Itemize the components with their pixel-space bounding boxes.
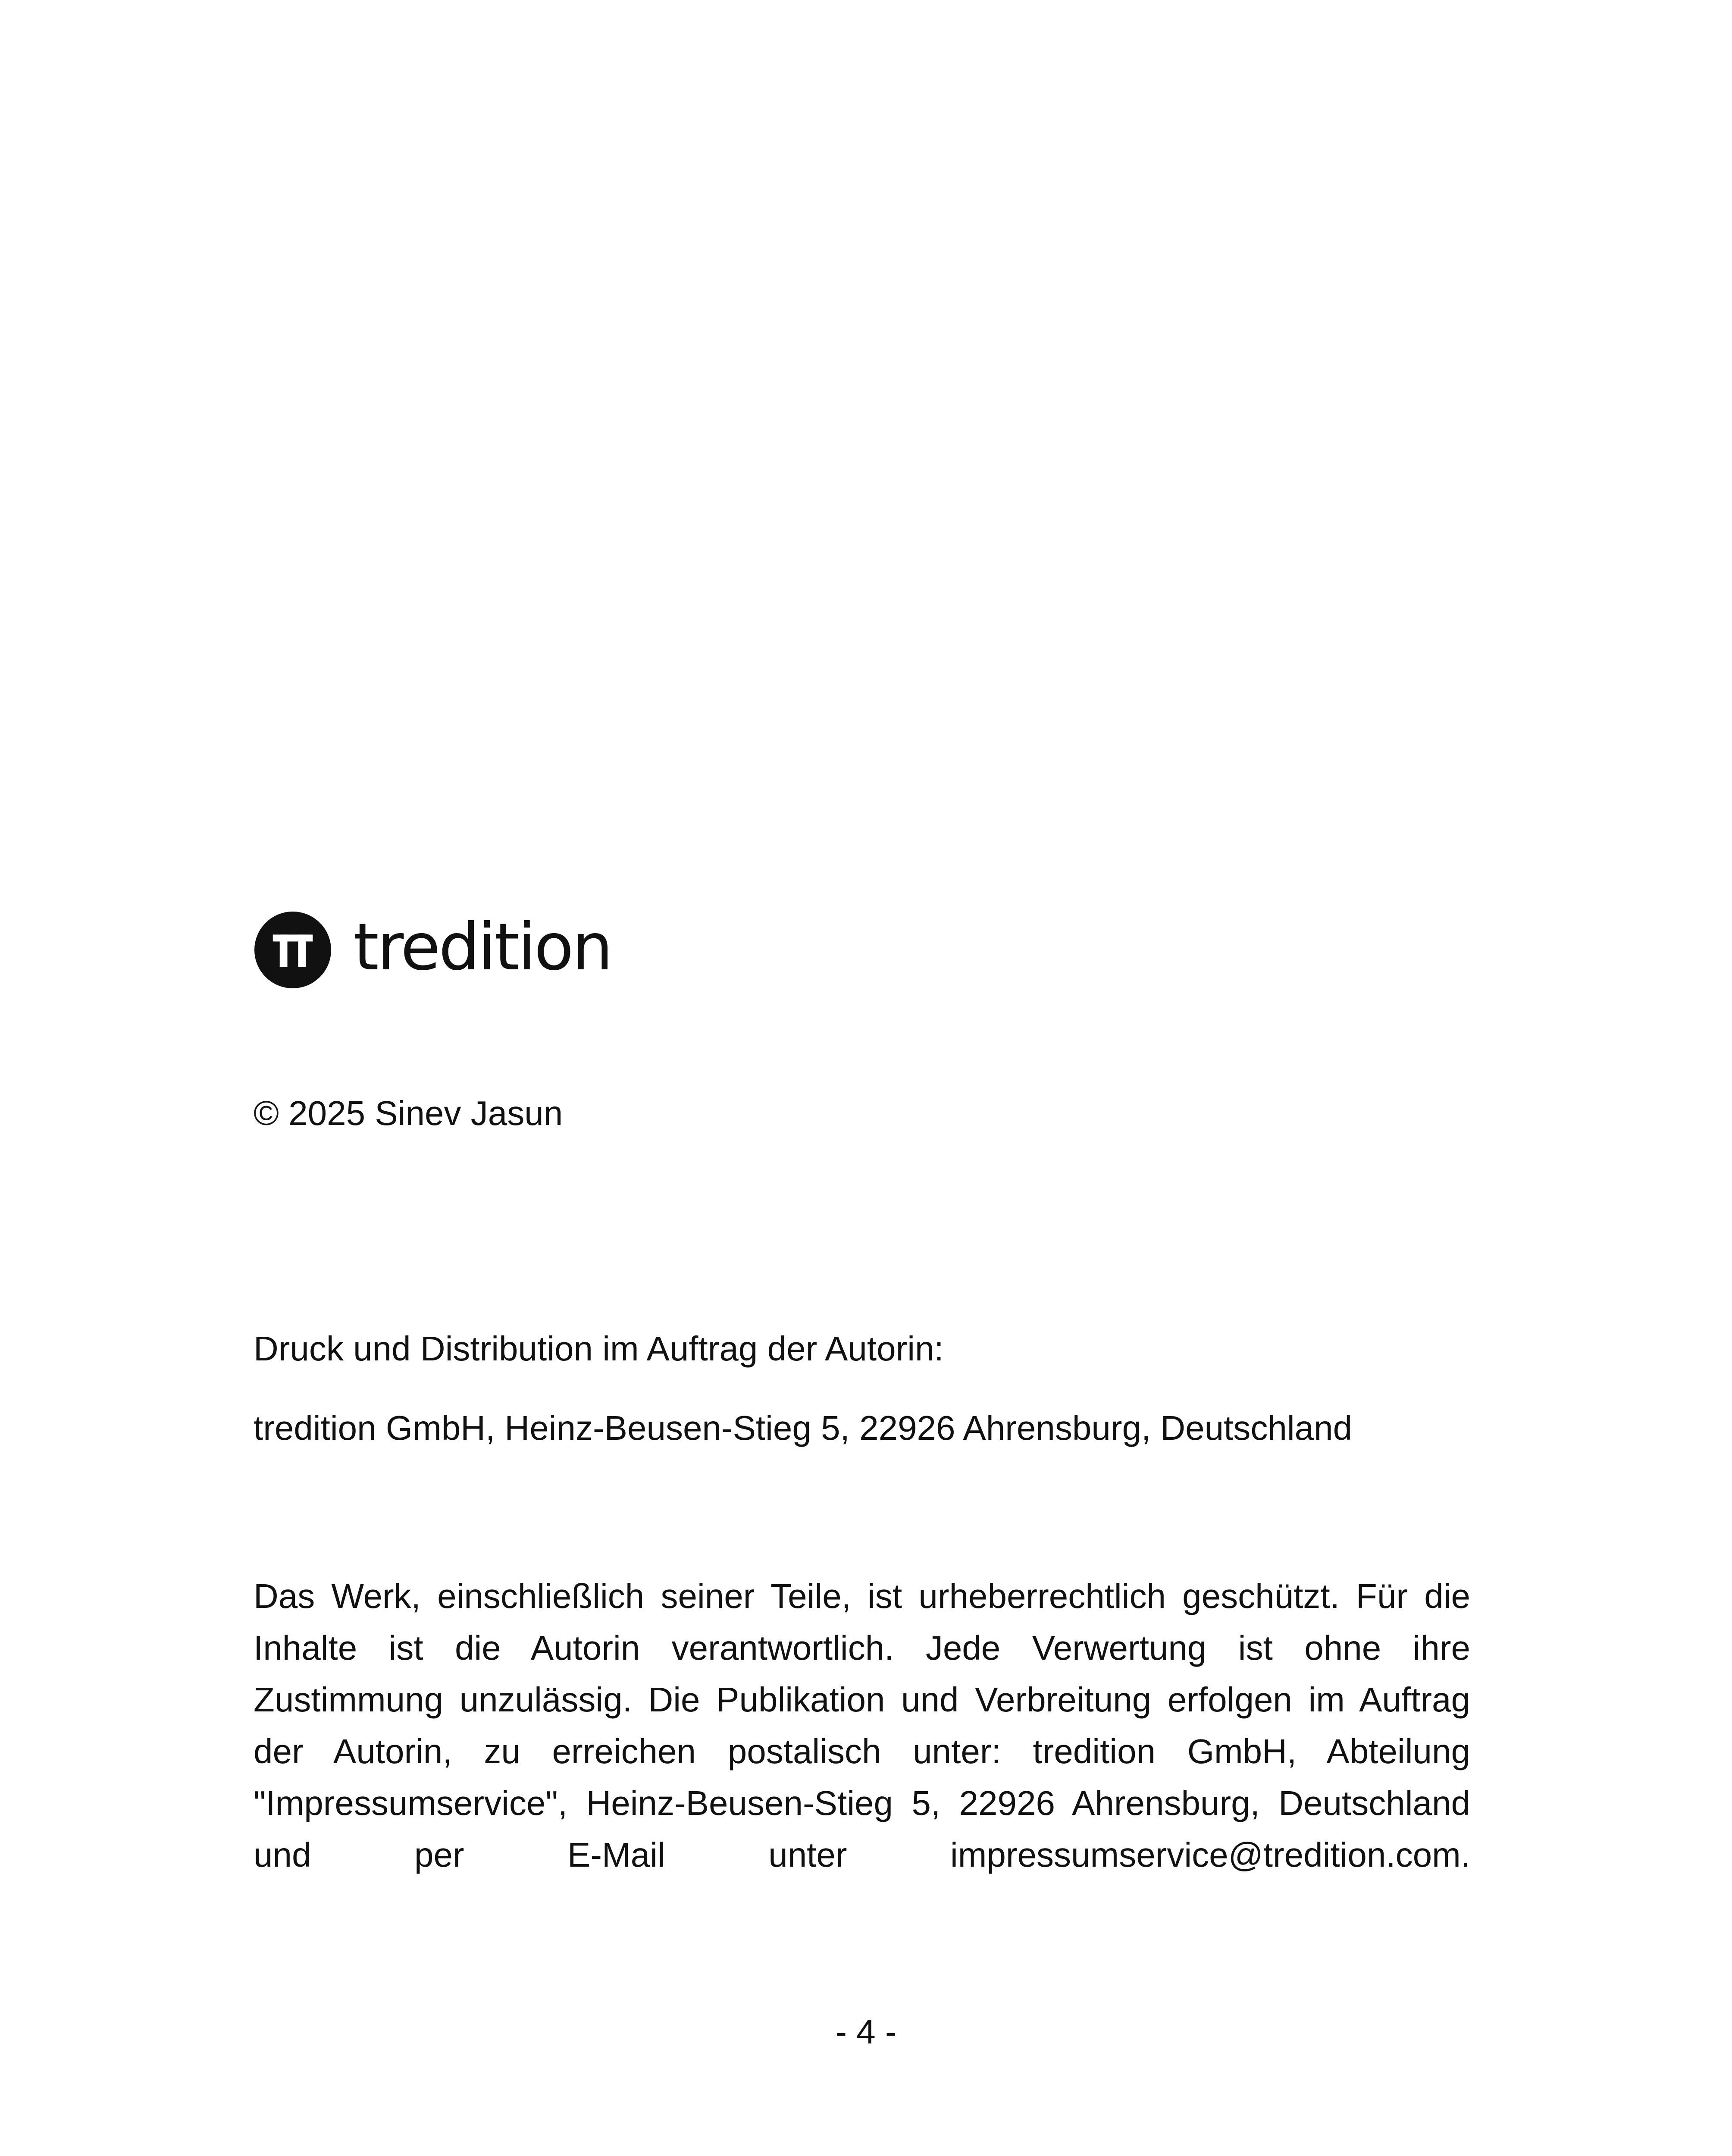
tredition-logo-icon bbox=[254, 912, 331, 988]
logo-wordmark: tredition bbox=[354, 909, 611, 985]
copyright-line: © 2025 Sinev Jasun bbox=[254, 1094, 563, 1132]
distribution-heading: Druck und Distribution im Auftrag der Autorin: bbox=[254, 1329, 944, 1368]
publisher-logo bbox=[254, 910, 611, 990]
page-number: - 4 - bbox=[835, 2012, 897, 2051]
legal-notice: Das Werk, einschließlich seiner Teile, ist urheberrechtlich geschützt. Für die Inhalte ist die Autorin verantwortlich. Jede Verwertung ist ohne ihre Zustimmung unzulässig. Die Publikation und Verbreitung erfolgen im Auftrag der Autorin, zu erreichen postalisch unter: tredition GmbH, Abteilung "Impressumservice", Heinz-Beusen-Stieg 5, 22926 Ahrensburg, Deutschland und per E-Mail unter impressumservice@tredition.com. bbox=[254, 1577, 1470, 1874]
distribution-address: tredition GmbH, Heinz-Beusen-Stieg 5, 22926 Ahrensburg, Deutschland bbox=[254, 1409, 1353, 1447]
